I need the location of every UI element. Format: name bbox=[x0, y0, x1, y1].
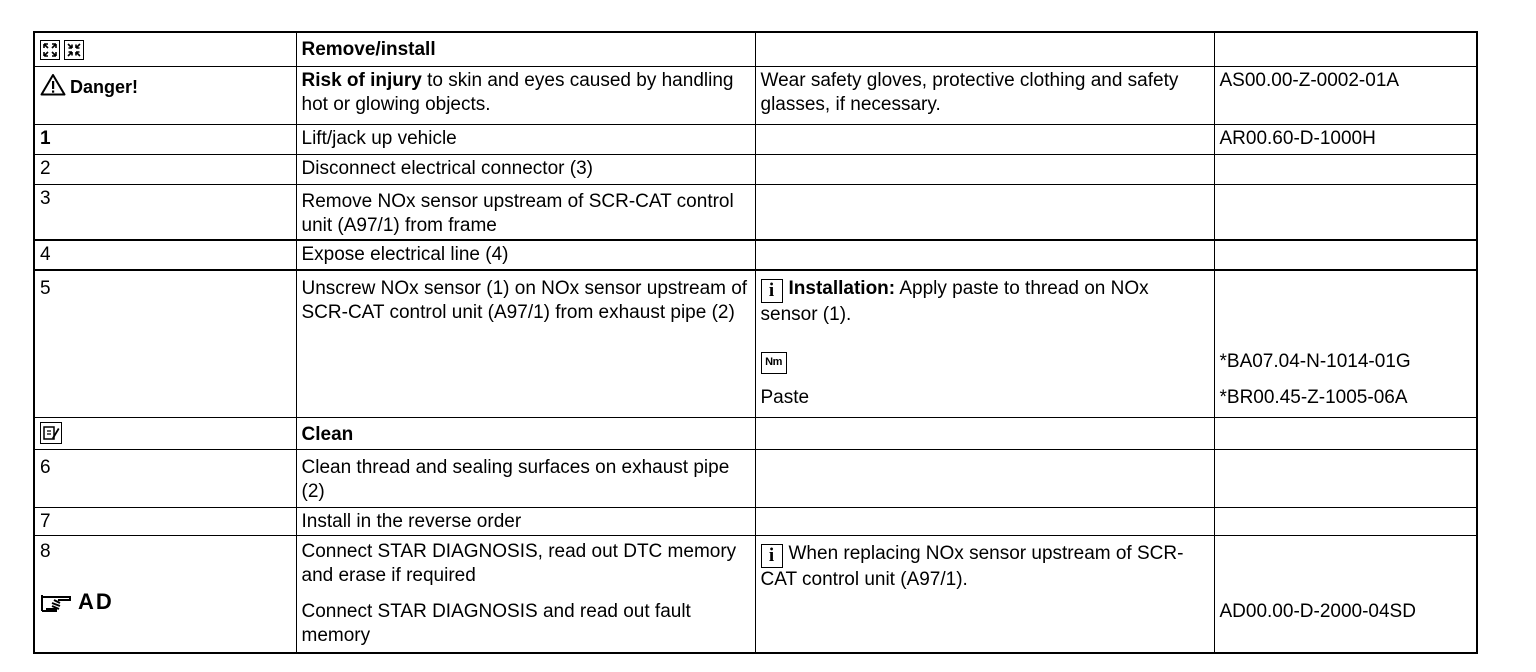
empty-cell bbox=[755, 507, 1214, 535]
danger-row bbox=[34, 66, 1477, 124]
risk-bold-text: Risk of injury bbox=[301, 69, 422, 91]
torque-line bbox=[761, 348, 1209, 374]
expand-arrows-icon bbox=[40, 40, 60, 60]
step-number: 5 bbox=[34, 270, 296, 417]
step-number: 1 bbox=[34, 124, 296, 154]
procedure-table bbox=[33, 31, 1478, 654]
step-text: Lift/jack up vehicle bbox=[296, 124, 755, 154]
torque-nm-icon: Nm bbox=[761, 352, 787, 374]
step-reference-link[interactable]: AR00.60-D-1000H bbox=[1214, 124, 1477, 154]
step8-note-cell bbox=[755, 535, 1214, 653]
header-icons-cell bbox=[34, 32, 296, 66]
step8-ref-cell bbox=[1214, 535, 1477, 653]
clean-row bbox=[34, 417, 1477, 449]
danger-measure: Wear safety gloves, protective clothing and safety glasses, if necessary. bbox=[755, 66, 1214, 124]
step-text: Disconnect electrical connector (3) bbox=[296, 154, 755, 184]
ad-label: AD bbox=[78, 588, 114, 614]
installation-bold: Installation: bbox=[788, 278, 896, 299]
empty-cell bbox=[755, 154, 1214, 184]
step-text: Expose electrical line (4) bbox=[296, 240, 755, 270]
step-row bbox=[34, 184, 1477, 240]
step8-text-cell bbox=[296, 535, 755, 653]
danger-label: Danger! bbox=[70, 76, 139, 97]
torque-reference-link[interactable]: *BA07.04-N-1014-01G bbox=[1219, 351, 1411, 372]
step8-note: When replacing NOx sensor upstream of SCR-CAT control unit (A97/1). bbox=[760, 542, 1184, 590]
step-row bbox=[34, 507, 1477, 535]
ad-marker bbox=[40, 590, 114, 614]
empty-cell bbox=[755, 240, 1214, 270]
paste-label: Paste bbox=[760, 387, 810, 408]
step5-notes-cell bbox=[755, 270, 1214, 417]
collapse-arrows-icon bbox=[64, 40, 84, 60]
step5-refs-cell bbox=[1214, 270, 1477, 417]
empty-cell bbox=[1214, 240, 1477, 270]
clean-title: Clean bbox=[296, 417, 755, 449]
pointing-hand-icon bbox=[40, 591, 74, 613]
warning-triangle-icon bbox=[40, 73, 66, 103]
info-icon: i bbox=[761, 279, 783, 303]
empty-cell bbox=[1214, 32, 1477, 66]
empty-cell bbox=[755, 417, 1214, 449]
step-row bbox=[34, 535, 1477, 653]
step-text: Clean thread and sealing surfaces on exhaust pipe (2) bbox=[296, 449, 755, 507]
step-number: 8 bbox=[40, 540, 51, 562]
step-text: Unscrew NOx sensor (1) on NOx sensor upstream of SCR-CAT control unit (A97/1) from exhaust pipe (2) bbox=[296, 270, 755, 417]
step-row bbox=[34, 124, 1477, 154]
paste-reference-link[interactable]: *BR00.45-Z-1005-06A bbox=[1219, 387, 1408, 408]
step-number: 6 bbox=[34, 449, 296, 507]
header-row bbox=[34, 32, 1477, 66]
danger-reference-link[interactable]: AS00.00-Z-0002-01A bbox=[1214, 66, 1477, 124]
empty-cell bbox=[755, 32, 1214, 66]
step-text: Remove NOx sensor upstream of SCR-CAT control unit (A97/1) from frame bbox=[296, 184, 755, 240]
empty-cell bbox=[755, 184, 1214, 240]
danger-risk-cell bbox=[296, 66, 755, 124]
step-number: 2 bbox=[34, 154, 296, 184]
step-text: Install in the reverse order bbox=[296, 507, 755, 535]
clean-icon-cell bbox=[34, 417, 296, 449]
risk-text: to skin and eyes caused by handling hot or glowing objects. bbox=[301, 69, 734, 115]
section-title: Remove/install bbox=[296, 32, 755, 66]
step-number: 3 bbox=[34, 184, 296, 240]
empty-cell bbox=[1214, 154, 1477, 184]
installation-note bbox=[761, 277, 1209, 327]
installation-text: Apply paste to thread on NOx sensor (1). bbox=[760, 278, 1149, 325]
empty-cell bbox=[1214, 449, 1477, 507]
step8-number-cell bbox=[34, 535, 296, 653]
info-icon: i bbox=[761, 544, 783, 568]
step-row bbox=[34, 154, 1477, 184]
empty-cell bbox=[755, 124, 1214, 154]
empty-cell bbox=[755, 449, 1214, 507]
ad-text: Connect STAR DIAGNOSIS and read out fault memory bbox=[301, 600, 691, 646]
step-number: 7 bbox=[34, 507, 296, 535]
danger-cell bbox=[34, 66, 296, 124]
step-text: Connect STAR DIAGNOSIS, read out DTC memory and erase if required bbox=[301, 540, 737, 586]
step-row bbox=[34, 240, 1477, 270]
step-row bbox=[34, 270, 1477, 417]
empty-cell bbox=[1214, 184, 1477, 240]
step-number: 4 bbox=[34, 240, 296, 270]
ad-reference-link[interactable]: AD00.00-D-2000-04SD bbox=[1219, 600, 1416, 622]
step-row bbox=[34, 449, 1477, 507]
cleaning-icon bbox=[40, 422, 62, 444]
empty-cell bbox=[1214, 507, 1477, 535]
empty-cell bbox=[1214, 417, 1477, 449]
